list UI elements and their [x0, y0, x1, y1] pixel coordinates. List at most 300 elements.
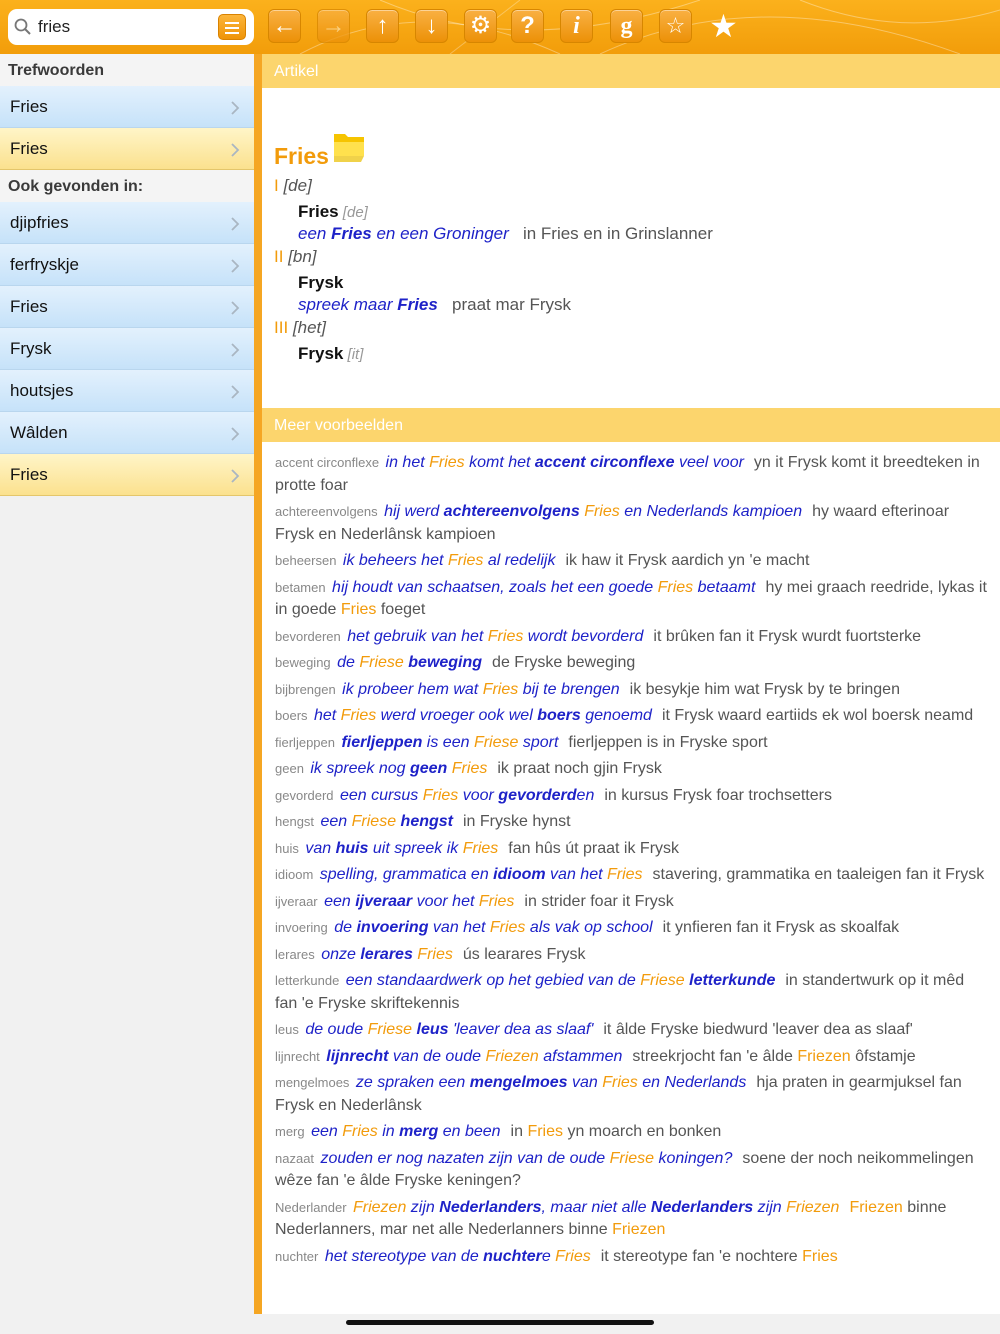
example-keyword[interactable]: invoering [275, 920, 328, 935]
example-item[interactable] [275, 626, 988, 649]
sidebar-item-label: Frysk [10, 338, 52, 358]
trefwoorden-list [0, 86, 254, 170]
example-dutch [321, 1150, 733, 1167]
example-dutch [298, 224, 509, 243]
keyword-fragment: accent circonflexe [534, 454, 675, 471]
example-item[interactable] [275, 1148, 988, 1193]
text-fragment: al redelijk [483, 552, 556, 569]
example-keyword[interactable]: huis [275, 840, 299, 856]
example-item[interactable] [275, 732, 988, 755]
text-fragment: van de oude [388, 1047, 486, 1065]
example-dutch [386, 454, 744, 471]
example-item[interactable] [275, 577, 988, 622]
keyword-fragment: huis [335, 839, 369, 857]
highlight-fragment: Fries [340, 707, 377, 724]
example-keyword[interactable]: bijbrengen [275, 681, 336, 697]
text-fragment: ik praat noch gjin Frysk [497, 760, 662, 777]
text-fragment: onze [321, 945, 361, 963]
help-icon: ? [520, 12, 535, 39]
translation-gender: [de] [338, 204, 368, 221]
example-keyword[interactable]: letterkunde [275, 973, 340, 988]
sidebar-item[interactable] [0, 202, 254, 244]
example-frisian [463, 813, 571, 830]
keyword-fragment: achtereenvolgens [443, 503, 580, 520]
text-fragment: zijn [406, 1198, 440, 1216]
highlight-fragment: Fries [417, 945, 453, 963]
chevron-right-icon [230, 100, 240, 114]
text-fragment: fan hûs út praat ik Frysk [508, 839, 680, 857]
add-favorite-button[interactable] [707, 9, 740, 43]
example-frisian [630, 681, 900, 698]
example-item[interactable] [275, 970, 988, 1015]
example-item[interactable] [275, 679, 988, 702]
text-fragment: en [576, 786, 595, 804]
keyword-fragment: gevorderd [498, 786, 577, 804]
example-dutch [320, 866, 643, 883]
text-fragment: it Frysk waard eartiids ek wol boersk neamd [661, 707, 974, 724]
sense-translation [298, 202, 368, 222]
text-fragment: in het [385, 454, 430, 471]
text-fragment: zijn [753, 1198, 787, 1216]
example-fragment: spreek maar [298, 295, 398, 314]
sidebar-item[interactable] [0, 412, 254, 454]
highlight-fragment: Fries [489, 919, 526, 936]
list-menu-icon[interactable] [218, 14, 246, 40]
home-indicator[interactable] [346, 1320, 654, 1325]
up-arrow-icon: ↑ [376, 12, 389, 39]
text-fragment: , maar niet alle [541, 1198, 651, 1216]
text-fragment: een [320, 813, 352, 830]
highlight-fragment: Friese [609, 1149, 655, 1167]
example-keyword[interactable]: boers [275, 708, 308, 723]
highlight-fragment: Fries [447, 552, 484, 569]
search-icon [8, 9, 38, 45]
highlight-fragment: Fries [487, 627, 524, 645]
highlight-fragment: Fries [462, 839, 499, 857]
highlight-fragment: Friese [359, 654, 404, 671]
sidebar-item-label: ferfryskje [10, 254, 79, 274]
example-frisian: praat mar Frysk [437, 295, 572, 314]
example-keyword[interactable]: nazaat [275, 1150, 315, 1166]
text-fragment: het stereotype van de [324, 1247, 484, 1265]
text-fragment: hij werd [384, 503, 444, 520]
search-input[interactable] [38, 17, 208, 37]
text-fragment: yn it Frysk komt it breedteken in protte foar [275, 454, 980, 494]
sense-translation [298, 344, 363, 364]
example-item[interactable] [275, 891, 988, 914]
sidebar-item[interactable] [0, 244, 254, 286]
back-button[interactable] [268, 9, 301, 43]
help-button[interactable] [511, 9, 544, 43]
example-dutch [321, 813, 454, 830]
example-dutch [340, 787, 594, 804]
down-arrow-icon: ↓ [425, 12, 438, 39]
text-fragment: in strider foar it Frysk [524, 892, 674, 910]
text-fragment: de Fryske beweging [492, 654, 636, 671]
example-keyword[interactable]: achtereenvolgens [275, 504, 378, 519]
keyword-fragment: Nederlanders [439, 1198, 542, 1216]
sidebar-item[interactable] [0, 128, 254, 170]
article-body [262, 88, 1000, 408]
text-fragment: wordt bevorderd [523, 627, 644, 645]
text-fragment: en Nederlands kampioen [619, 503, 803, 520]
sidebar-item-label: djipfries [10, 212, 69, 232]
highlight-fragment: Fries [422, 786, 459, 804]
text-fragment: de oude [305, 1021, 368, 1038]
example-dutch [334, 919, 652, 936]
example-keyword[interactable]: leus [275, 1022, 299, 1037]
text-fragment: binne Nederlanners, mar net alle Nederlanners binne [275, 1198, 947, 1238]
highlight-fragment: Fries [527, 1123, 563, 1140]
keyword-fragment: mengelmoes [469, 1074, 568, 1091]
article-pane [262, 54, 1000, 1314]
headword: Fries [274, 143, 329, 169]
example-dutch [384, 503, 802, 520]
sidebar-item-label: Wâlden [10, 422, 68, 442]
sidebar-item[interactable] [0, 86, 254, 128]
example-dutch [343, 552, 556, 569]
chevron-right-icon [230, 426, 240, 440]
example-dutch [346, 972, 776, 989]
example-keyword[interactable]: mengelmoes [275, 1075, 350, 1090]
example-keyword[interactable]: lerares [275, 946, 315, 962]
highlight-fragment: Fries [342, 1123, 378, 1140]
example-item[interactable] [275, 1046, 988, 1069]
highlight-fragment: Fries [602, 1074, 638, 1091]
example-keyword[interactable]: hengst [275, 814, 315, 829]
example-item[interactable] [275, 917, 988, 940]
text-fragment: ik probeer hem wat [342, 680, 483, 698]
text-fragment: een [311, 1123, 343, 1140]
sidebar-item-label: houtsjes [10, 380, 74, 400]
highlight-fragment: Fries [429, 454, 465, 471]
example-keyword[interactable]: geen [275, 761, 304, 776]
info-button[interactable] [560, 9, 593, 43]
text-fragment: fierljeppen is in Fryske sport [568, 733, 768, 751]
favorites-list-button[interactable] [659, 9, 692, 43]
sidebar-item[interactable] [0, 370, 254, 412]
sense-heading [274, 247, 317, 267]
highlight-fragment: Fries [584, 503, 620, 520]
example-item[interactable] [275, 758, 988, 781]
grammar-button[interactable] [610, 9, 643, 43]
sidebar-item-label: Fries [10, 96, 48, 116]
examples-section-title: Meer voorbeelden [262, 408, 1000, 442]
text-fragment: betaamt [693, 578, 756, 596]
keyword-fragment: nuchter [483, 1247, 542, 1265]
example-dutch [321, 946, 453, 963]
back-arrow-icon: ← [272, 12, 297, 39]
example-dutch [298, 295, 438, 314]
example-dutch [337, 654, 482, 671]
highlight-fragment: Friezen [786, 1198, 840, 1216]
sidebar [0, 54, 254, 1314]
highlight-fragment: Friezen [612, 1221, 666, 1238]
text-fragment: van [567, 1074, 603, 1091]
example-item[interactable] [275, 1019, 988, 1042]
text-fragment: in [510, 1123, 528, 1140]
example-item[interactable] [275, 452, 988, 497]
example-item[interactable] [275, 1121, 988, 1144]
settings-button[interactable] [464, 9, 497, 43]
example-item[interactable] [275, 1197, 988, 1242]
text-fragment: in kursus Frysk foar trochsetters [604, 786, 832, 804]
chevron-right-icon [230, 342, 240, 356]
text-fragment: werd vroeger ook wel [376, 707, 538, 724]
text-fragment: it âlde Fryske biedwurd 'leaver dea as slaaf' [603, 1021, 913, 1038]
text-fragment: in Fryske hynst [463, 813, 571, 830]
text-fragment: en Nederlands [637, 1074, 747, 1091]
sidebar-item[interactable] [0, 328, 254, 370]
keyword-fragment: idioom [493, 866, 546, 883]
example-keyword[interactable]: nuchter [275, 1248, 319, 1264]
text-fragment: hy waard efterinoar Frysk en Nederlânsk kampioen [275, 503, 950, 543]
ook-gevonden-header: Ook gevonden in: [0, 170, 254, 202]
text-fragment: streekrjocht fan 'e âlde [632, 1047, 798, 1065]
chevron-right-icon [230, 384, 240, 398]
example-item[interactable] [275, 501, 988, 546]
text-fragment: en been [438, 1123, 501, 1140]
example-keyword[interactable]: Nederlander [275, 1199, 347, 1215]
highlight-fragment: Friezen [353, 1198, 407, 1216]
highlight-fragment: Fries [657, 578, 694, 596]
chevron-right-icon [230, 216, 240, 230]
example-keyword[interactable]: gevorderd [275, 787, 334, 803]
example-item[interactable] [275, 864, 988, 887]
text-fragment: it brûken fan it Frysk wurdt fuortsterke [653, 627, 922, 645]
example-item[interactable] [275, 550, 988, 573]
chevron-right-icon [230, 468, 240, 482]
example-frisian [463, 946, 586, 963]
example-item[interactable] [275, 705, 988, 728]
text-fragment: yn moarch en bonken [563, 1123, 722, 1140]
example-dutch [347, 628, 643, 645]
highlight-fragment: Fries [478, 892, 515, 910]
example-fragment: en een Groninger [371, 224, 509, 243]
example-frisian [508, 840, 679, 857]
example-fragment: Fries [331, 224, 372, 243]
text-fragment: hij houdt van schaatsen, zoals het een goede [332, 578, 658, 596]
example-dutch [332, 579, 755, 596]
text-fragment: genoemd [580, 707, 652, 724]
text-fragment: een [324, 892, 356, 910]
text-fragment: zouden er nog nazaten zijn van de oude [320, 1149, 610, 1167]
text-fragment: spelling, grammatica en [319, 866, 494, 883]
example-dutch [305, 840, 498, 857]
translation-word: Frysk [298, 273, 344, 292]
example-frisian [662, 707, 973, 724]
example-frisian [497, 760, 662, 777]
sense-number: I [274, 176, 279, 195]
example-keyword[interactable]: bevorderen [275, 628, 341, 644]
keyword-fragment: lerares [360, 945, 413, 963]
example-dutch [325, 1248, 591, 1265]
text-fragment: hja praten in gearmjuksel fan Frysk en Nederlânsk [275, 1074, 962, 1114]
star-outline-icon: ☆ [665, 13, 686, 38]
star-icon: ★ [709, 8, 738, 44]
text-fragment: afstammen [538, 1047, 623, 1065]
example-dutch [324, 893, 514, 910]
example-frisian [653, 866, 985, 883]
sense-grammar: [bn] [283, 247, 317, 266]
sidebar-item[interactable] [0, 454, 254, 496]
keyword-fragment: fierljeppen [341, 733, 423, 751]
article-section-title: Artikel [262, 54, 1000, 88]
toolbar [0, 0, 1000, 54]
example-item[interactable] [275, 785, 988, 808]
keyword-fragment: letterkunde [689, 972, 776, 989]
text-fragment: 'leaver dea as slaaf' [448, 1021, 594, 1038]
example-frisian [632, 1048, 915, 1065]
chevron-right-icon [230, 258, 240, 272]
keyword-fragment: ijveraar [355, 892, 413, 910]
example-keyword[interactable]: lijnrecht [275, 1048, 320, 1064]
sidebar-item[interactable] [0, 286, 254, 328]
text-fragment: voor [458, 786, 499, 804]
gears-icon: ⚙ [469, 12, 492, 39]
text-fragment: soene der noch neikommelingen wêze fan 'e âlde Fryske keningen? [275, 1149, 974, 1189]
text-fragment: ik haw it Frysk aardich yn 'e macht [565, 552, 810, 569]
keyword-fragment: hengst [400, 813, 453, 830]
highlight-fragment: Friezen [849, 1198, 903, 1216]
text-fragment: in [377, 1123, 400, 1140]
text-fragment: hy mei graach reedride, lykas it in goede [275, 578, 987, 618]
next-entry-button[interactable] [415, 9, 448, 43]
highlight-fragment: Friese [640, 972, 685, 989]
text-fragment: ik besykje him wat Frysk by te bringen [629, 680, 900, 698]
keyword-fragment: Nederlanders [650, 1198, 754, 1216]
example-keyword[interactable]: betamen [275, 579, 326, 595]
highlight-fragment: Friese [351, 813, 397, 830]
example-frisian [565, 552, 809, 569]
chevron-right-icon [230, 300, 240, 314]
text-fragment: als vak op school [525, 919, 653, 936]
example-keyword[interactable]: ijveraar [275, 893, 318, 909]
sense-example [298, 295, 571, 315]
example-frisian [663, 919, 900, 936]
text-fragment: ôfstamje [850, 1047, 916, 1065]
text-fragment: is een [422, 733, 474, 751]
highlight-fragment: Friese [473, 733, 519, 751]
example-dutch [353, 1199, 839, 1216]
highlight-fragment: Fries [555, 1247, 591, 1265]
sidebar-item-label: Fries [10, 296, 48, 316]
highlight-fragment: Friezen [485, 1047, 539, 1065]
translation-word: Frysk [298, 344, 344, 363]
highlight-fragment: Friezen [797, 1047, 851, 1065]
text-fragment: foeget [376, 601, 426, 618]
folder-icon[interactable] [332, 132, 366, 166]
sense-grammar: [de] [278, 176, 312, 195]
example-dutch [356, 1074, 746, 1091]
text-fragment: het gebruik van het [347, 627, 488, 645]
keyword-fragment: boers [537, 707, 581, 724]
text-fragment: een standaardwerk op het gebied van de [345, 972, 641, 989]
examples-list [262, 442, 1000, 1268]
translation-gender: [it] [343, 346, 364, 363]
example-item[interactable] [275, 1072, 988, 1117]
translation-word: Fries [298, 202, 339, 221]
example-keyword[interactable]: merg [275, 1124, 305, 1139]
text-fragment: ik beheers het [342, 552, 448, 569]
highlight-fragment: Fries [606, 866, 643, 883]
example-dutch [310, 760, 487, 777]
highlight-fragment: Friese [367, 1021, 413, 1038]
example-item[interactable] [275, 838, 988, 861]
sense-heading [274, 318, 326, 338]
previous-entry-button[interactable] [366, 9, 399, 43]
text-fragment: ik spreek nog [310, 760, 410, 777]
keyword-fragment: beweging [408, 654, 483, 671]
sense-number: III [274, 318, 289, 337]
keyword-fragment: geen [409, 760, 448, 777]
keyword-fragment: merg [399, 1123, 439, 1140]
example-frisian [601, 1248, 838, 1265]
info-icon: i [573, 13, 580, 39]
highlight-fragment: Fries [802, 1247, 838, 1265]
example-frisian: in Fries en in Grinslanner [508, 224, 713, 243]
example-item[interactable] [275, 811, 988, 834]
example-frisian [653, 628, 921, 645]
keyword-fragment: leus [416, 1021, 449, 1038]
text-fragment: komt het [464, 454, 535, 471]
text-fragment: e [541, 1247, 556, 1265]
search-box[interactable] [8, 9, 254, 45]
text-fragment: bij te brengen [518, 680, 620, 698]
example-keyword[interactable]: accent circonflexe [275, 455, 380, 470]
text-fragment: van [305, 839, 336, 857]
text-fragment: it ynfieren fan it Frysk as skoalfak [662, 919, 900, 936]
text-fragment: ze spraken een [355, 1074, 470, 1091]
sense-translation [298, 273, 343, 293]
example-frisian [604, 787, 832, 804]
example-keyword[interactable]: fierljeppen [275, 734, 335, 750]
divider [254, 54, 262, 1314]
example-item[interactable] [275, 652, 988, 675]
text-fragment: voor het [412, 892, 479, 910]
example-fragment: Fries [397, 295, 438, 314]
example-frisian [511, 1123, 722, 1140]
text-fragment: de [337, 654, 360, 671]
example-frisian [492, 654, 635, 671]
example-item[interactable] [275, 1246, 988, 1269]
example-item[interactable] [275, 944, 988, 967]
text-fragment: van het [545, 866, 607, 883]
trefwoorden-header: Trefwoorden [0, 54, 254, 86]
sense-grammar: [het] [288, 318, 326, 337]
example-keyword[interactable]: idioom [275, 867, 314, 882]
forward-button[interactable] [317, 9, 350, 43]
example-keyword[interactable]: beweging [275, 655, 331, 670]
example-dutch [342, 681, 619, 698]
sense-number: II [274, 247, 284, 266]
text-fragment: een cursus [340, 786, 423, 804]
example-dutch [341, 734, 558, 751]
example-keyword[interactable]: beheersen [275, 553, 337, 568]
example-dutch [326, 1048, 622, 1065]
text-fragment: de [334, 919, 357, 936]
sidebar-item-label: Fries [10, 464, 48, 484]
text-fragment: in standertwurk op it mêd fan 'e Fryske skriftekennis [275, 972, 965, 1012]
ook-gevonden-list [0, 202, 254, 496]
keyword-fragment: invoering [356, 919, 429, 936]
highlight-fragment: Fries [482, 680, 519, 698]
example-dutch [311, 1123, 500, 1140]
text-fragment: uit spreek ik [368, 839, 463, 857]
example-dutch [314, 707, 652, 724]
text-fragment: sport [518, 733, 559, 751]
sense-example [298, 224, 713, 244]
